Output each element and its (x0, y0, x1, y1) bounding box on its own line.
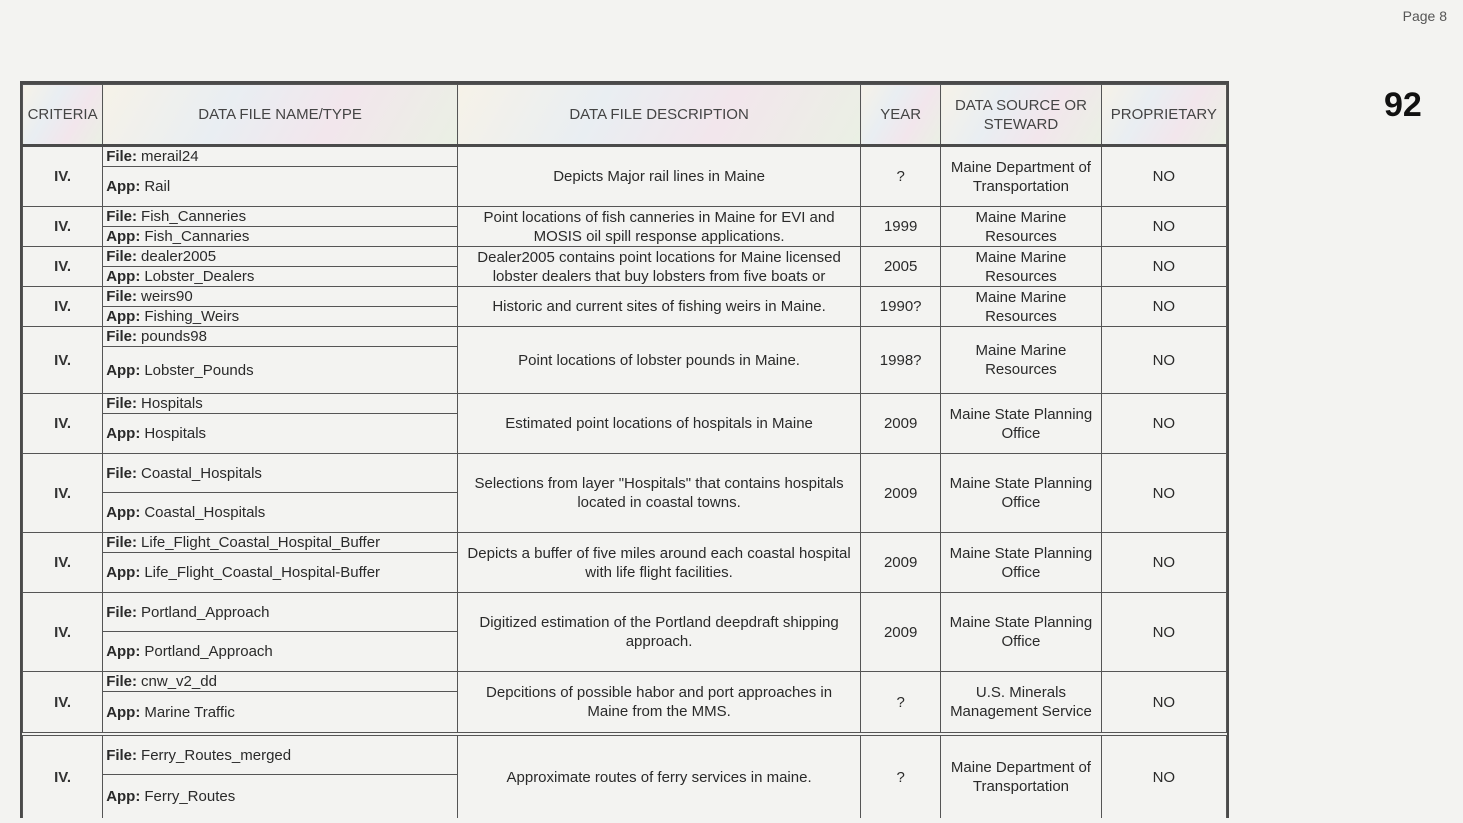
file-name: Ferry_Routes_merged (141, 746, 292, 764)
description-cell: Depicts a buffer of five miles around each coastal hospital with life flight facilities. (458, 533, 861, 593)
criteria-cell: IV. (23, 454, 103, 533)
source-cell: Maine State Planning Office (941, 533, 1101, 593)
table-row (23, 327, 1227, 394)
file-prefix: File: (106, 746, 138, 764)
source-cell: Maine State Planning Office (941, 454, 1101, 533)
description-cell: Dealer2005 contains point locations for Maine licensed lobster dealers that buy lobsters from five boats or (458, 247, 861, 287)
table-row (23, 146, 1227, 207)
proprietary-cell: NO (1101, 672, 1226, 735)
file-name: cnw_v2_dd (141, 673, 217, 690)
source-cell: Maine Marine Resources (941, 327, 1101, 394)
app-name: Life_Flight_Coastal_Hospital-Buffer (144, 564, 381, 581)
name-cell (103, 394, 458, 454)
description-cell: Point locations of fish canneries in Maine for EVI and MOSIS oil spill response applications. (458, 207, 861, 247)
proprietary-cell: NO (1101, 146, 1226, 207)
file-line (103, 593, 457, 632)
file-prefix: File: (106, 328, 138, 345)
source-cell: Maine Department of Transportation (941, 146, 1101, 207)
app-prefix: App: (106, 564, 141, 581)
app-prefix: App: (106, 788, 141, 805)
page-number: 92 (1384, 86, 1422, 124)
table-row (23, 394, 1227, 454)
file-line (103, 394, 457, 414)
name-cell (103, 593, 458, 672)
description-cell: Historic and current sites of fishing weirs in Maine. (458, 287, 861, 327)
file-name: Hospitals (141, 395, 203, 412)
app-prefix: App: (106, 178, 141, 195)
table-row (23, 734, 1227, 818)
source-cell: Maine Marine Resources (941, 287, 1101, 327)
description-cell: Depcitions of possible habor and port approaches in Maine from the MMS. (458, 672, 861, 735)
app-name: Lobster_Dealers (144, 268, 255, 285)
source-cell: Maine Department of Transportation (941, 734, 1101, 818)
app-name: Marine Traffic (144, 703, 235, 721)
criteria-cell: IV. (23, 533, 103, 593)
app-prefix: App: (106, 228, 141, 245)
proprietary-cell: NO (1101, 327, 1226, 394)
page-label: Page 8 (1402, 8, 1447, 24)
name-cell (103, 454, 458, 533)
description-cell: Depicts Major rail lines in Maine (458, 146, 861, 207)
year-cell: 1999 (861, 207, 941, 247)
table-body (23, 146, 1227, 819)
name-cell (103, 287, 458, 327)
app-line (103, 347, 457, 393)
year-cell: ? (861, 146, 941, 207)
source-cell: Maine State Planning Office (941, 593, 1101, 672)
table-row (23, 207, 1227, 247)
file-prefix: File: (106, 464, 138, 482)
criteria-cell: IV. (23, 394, 103, 454)
proprietary-cell: NO (1101, 533, 1226, 593)
data-table (22, 84, 1227, 818)
header-description: DATA FILE DESCRIPTION (458, 85, 861, 146)
header-proprietary: PROPRIETARY (1101, 85, 1226, 146)
proprietary-cell: NO (1101, 394, 1226, 454)
name-cell (103, 207, 458, 247)
description-cell: Approximate routes of ferry services in maine. (458, 734, 861, 818)
header-name: DATA FILE NAME/TYPE (103, 85, 458, 146)
year-cell: 1998? (861, 327, 941, 394)
app-line (103, 307, 457, 326)
app-prefix: App: (106, 425, 141, 442)
app-line (103, 553, 457, 592)
file-line (103, 672, 457, 692)
app-name: Hospitals (144, 425, 207, 442)
file-prefix: File: (106, 534, 138, 551)
header-criteria: CRITERIA (23, 85, 103, 146)
criteria-cell: IV. (23, 734, 103, 818)
app-name: Ferry_Routes (144, 788, 236, 805)
description-cell: Estimated point locations of hospitals in Maine (458, 394, 861, 454)
year-cell: 1990? (861, 287, 941, 327)
app-prefix: App: (106, 504, 141, 521)
year-cell: 2009 (861, 394, 941, 454)
table-row (23, 247, 1227, 287)
criteria-cell: IV. (23, 247, 103, 287)
file-name: Fish_Canneries (141, 208, 247, 225)
name-cell (103, 533, 458, 593)
file-name: dealer2005 (141, 248, 217, 265)
source-cell: U.S. Minerals Management Service (941, 672, 1101, 735)
app-line (103, 632, 457, 671)
app-line (103, 493, 457, 532)
file-line (103, 247, 457, 267)
app-line (103, 775, 457, 818)
proprietary-cell: NO (1101, 454, 1226, 533)
app-prefix: App: (106, 308, 141, 325)
app-prefix: App: (106, 703, 141, 721)
table-row (23, 593, 1227, 672)
name-cell (103, 734, 458, 818)
name-cell (103, 327, 458, 394)
app-name: Fish_Cannaries (144, 228, 250, 245)
app-line (103, 167, 457, 206)
criteria-cell: IV. (23, 327, 103, 394)
name-cell (103, 247, 458, 287)
name-cell (103, 672, 458, 735)
year-cell: 2005 (861, 247, 941, 287)
proprietary-cell: NO (1101, 593, 1226, 672)
file-prefix: File: (106, 248, 138, 265)
proprietary-cell: NO (1101, 247, 1226, 287)
proprietary-cell: NO (1101, 734, 1226, 818)
source-cell: Maine State Planning Office (941, 394, 1101, 454)
app-name: Lobster_Pounds (144, 361, 254, 379)
app-prefix: App: (106, 268, 141, 285)
file-name: pounds98 (141, 328, 207, 345)
description-cell: Point locations of lobster pounds in Maine. (458, 327, 861, 394)
file-line (103, 147, 457, 167)
description-cell: Digitized estimation of the Portland deepdraft shipping approach. (458, 593, 861, 672)
name-cell (103, 146, 458, 207)
app-name: Portland_Approach (144, 643, 273, 660)
app-prefix: App: (106, 361, 141, 379)
file-line (103, 454, 457, 493)
app-line (103, 414, 457, 453)
criteria-cell: IV. (23, 207, 103, 247)
file-prefix: File: (106, 395, 138, 412)
file-name: weirs90 (141, 288, 193, 305)
file-prefix: File: (106, 603, 138, 621)
app-prefix: App: (106, 643, 141, 660)
app-line (103, 227, 457, 246)
year-cell: 2009 (861, 533, 941, 593)
criteria-cell: IV. (23, 672, 103, 735)
app-name: Rail (144, 178, 171, 195)
criteria-cell: IV. (23, 287, 103, 327)
source-cell: Maine Marine Resources (941, 247, 1101, 287)
app-name: Fishing_Weirs (144, 308, 240, 325)
table-row (23, 287, 1227, 327)
source-cell: Maine Marine Resources (941, 207, 1101, 247)
year-cell: 2009 (861, 593, 941, 672)
header-row (23, 85, 1227, 146)
file-prefix: File: (106, 208, 138, 225)
file-line (103, 207, 457, 227)
header-source: DATA SOURCE OR STEWARD (941, 85, 1101, 146)
file-name: Portland_Approach (141, 603, 270, 621)
table-row (23, 672, 1227, 735)
description-cell: Selections from layer "Hospitals" that contains hospitals located in coastal towns. (458, 454, 861, 533)
app-line (103, 267, 457, 286)
file-line (103, 533, 457, 553)
file-line (103, 736, 457, 775)
proprietary-cell: NO (1101, 207, 1226, 247)
file-prefix: File: (106, 288, 138, 305)
year-cell: ? (861, 734, 941, 818)
app-line (103, 692, 457, 732)
criteria-cell: IV. (23, 146, 103, 207)
year-cell: 2009 (861, 454, 941, 533)
file-prefix: File: (106, 148, 138, 165)
file-name: merail24 (141, 148, 199, 165)
app-name: Coastal_Hospitals (144, 504, 266, 521)
table-row (23, 533, 1227, 593)
file-line (103, 327, 457, 347)
data-table-container (20, 81, 1229, 818)
header-year: YEAR (861, 85, 941, 146)
file-name: Coastal_Hospitals (141, 464, 262, 482)
year-cell: ? (861, 672, 941, 735)
file-line (103, 287, 457, 307)
criteria-cell: IV. (23, 593, 103, 672)
proprietary-cell: NO (1101, 287, 1226, 327)
table-row (23, 454, 1227, 533)
file-name: Life_Flight_Coastal_Hospital_Buffer (141, 534, 381, 551)
file-prefix: File: (106, 673, 138, 690)
